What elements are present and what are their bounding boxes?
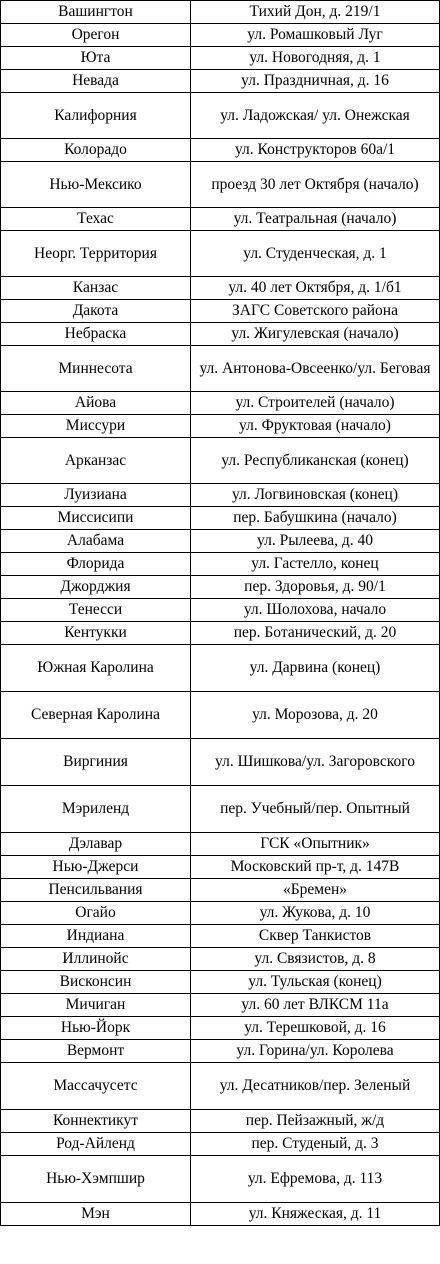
state-cell: Алабама: [1, 530, 191, 553]
location-cell: ул. Горина/ул. Королева: [191, 1040, 440, 1063]
state-cell: Северная Каролина: [1, 692, 191, 739]
table-row: [1, 692, 440, 739]
state-cell: Нью-Джерси: [1, 856, 191, 879]
table-row: [1, 323, 440, 346]
table-row: [1, 1, 440, 24]
state-cell: Джорджия: [1, 576, 191, 599]
location-cell: ул. Театральная (начало): [191, 208, 440, 231]
location-cell: пер. Здоровья, д. 90/1: [191, 576, 440, 599]
location-cell: ул. Гастелло, конец: [191, 553, 440, 576]
state-cell: Колорадо: [1, 139, 191, 162]
state-cell: Юта: [1, 47, 191, 70]
table-row: [1, 208, 440, 231]
state-cell: Мэн: [1, 1203, 191, 1226]
location-cell: пер. Пейзажный, ж/д: [191, 1110, 440, 1133]
state-cell: Коннектикут: [1, 1110, 191, 1133]
table-row: [1, 1017, 440, 1040]
table-row: [1, 162, 440, 208]
table-row: [1, 438, 440, 484]
location-cell: ул. Логвиновская (конец): [191, 484, 440, 507]
location-cell: Сквер Танкистов: [191, 925, 440, 948]
state-cell: Калифорния: [1, 93, 191, 139]
location-cell: ул. Республиканская (конец): [191, 438, 440, 484]
table-row: [1, 300, 440, 323]
table-row: [1, 70, 440, 93]
state-cell: Виргиния: [1, 739, 191, 786]
table-row: [1, 786, 440, 833]
location-cell: Московский пр-т, д. 147В: [191, 856, 440, 879]
table-row: [1, 93, 440, 139]
state-cell: Кентукки: [1, 622, 191, 645]
state-cell: Род-Айленд: [1, 1133, 191, 1156]
table-row: [1, 484, 440, 507]
state-cell: Орегон: [1, 24, 191, 47]
table-row: [1, 1040, 440, 1063]
location-cell: пер. Бабушкина (начало): [191, 507, 440, 530]
table-row: [1, 1110, 440, 1133]
state-cell: Иллинойс: [1, 948, 191, 971]
state-cell: Миссисипи: [1, 507, 191, 530]
location-cell: ул. Студенческая, д. 1: [191, 231, 440, 277]
state-cell: Арканзас: [1, 438, 191, 484]
location-cell: ул. Ромашковый Луг: [191, 24, 440, 47]
table-row: [1, 1156, 440, 1203]
state-cell: Южная Каролина: [1, 645, 191, 692]
location-cell: ул. 40 лет Октября, д. 1/б1: [191, 277, 440, 300]
location-cell: проезд 30 лет Октября (начало): [191, 162, 440, 208]
state-cell: Неорг. Территория: [1, 231, 191, 277]
states-table-body: [1, 1, 440, 1226]
table-row: [1, 392, 440, 415]
location-cell: ул. Праздничная, д. 16: [191, 70, 440, 93]
table-row: [1, 994, 440, 1017]
state-cell: Дакота: [1, 300, 191, 323]
table-row: [1, 599, 440, 622]
location-cell: ул. Тульская (конец): [191, 971, 440, 994]
table-row: [1, 576, 440, 599]
location-cell: ул. Жукова, д. 10: [191, 902, 440, 925]
table-row: [1, 346, 440, 392]
location-cell: ул. Конструкторов 60а/1: [191, 139, 440, 162]
location-cell: ул. Ладожская/ ул. Онежская: [191, 93, 440, 139]
state-cell: Нью-Йорк: [1, 1017, 191, 1040]
table-row: [1, 507, 440, 530]
location-cell: ул. Антонова-Овсеенко/ул. Беговая: [191, 346, 440, 392]
location-cell: ул. Ефремова, д. 113: [191, 1156, 440, 1203]
state-cell: Мэриленд: [1, 786, 191, 833]
location-cell: ул. Дарвина (конец): [191, 645, 440, 692]
location-cell: ул. Рылеева, д. 40: [191, 530, 440, 553]
state-cell: Миссури: [1, 415, 191, 438]
table-row: [1, 645, 440, 692]
state-cell: Массачусетс: [1, 1063, 191, 1110]
location-cell: «Бремен»: [191, 879, 440, 902]
state-cell: Айова: [1, 392, 191, 415]
state-cell: Мичиган: [1, 994, 191, 1017]
table-row: [1, 139, 440, 162]
state-cell: Нью-Мексико: [1, 162, 191, 208]
table-row: [1, 879, 440, 902]
state-cell: Невада: [1, 70, 191, 93]
state-cell: Небраска: [1, 323, 191, 346]
table-row: [1, 1133, 440, 1156]
state-cell: Канзас: [1, 277, 191, 300]
state-cell: Миннесота: [1, 346, 191, 392]
location-cell: ул. Новогодняя, д. 1: [191, 47, 440, 70]
table-row: [1, 1063, 440, 1110]
location-cell: ул. 60 лет ВЛКСМ 11а: [191, 994, 440, 1017]
table-row: [1, 971, 440, 994]
state-cell: Луизиана: [1, 484, 191, 507]
location-cell: ул. Шолохова, начало: [191, 599, 440, 622]
state-cell: Вашингтон: [1, 1, 191, 24]
location-cell: пер. Учебный/пер. Опытный: [191, 786, 440, 833]
location-cell: пер. Ботанический, д. 20: [191, 622, 440, 645]
location-cell: ул. Фруктовая (начало): [191, 415, 440, 438]
location-cell: ул. Жигулевская (начало): [191, 323, 440, 346]
table-row: [1, 833, 440, 856]
state-cell: Пенсильвания: [1, 879, 191, 902]
location-cell: ул. Княжеская, д. 11: [191, 1203, 440, 1226]
state-cell: Нью-Хэмпшир: [1, 1156, 191, 1203]
state-cell: Висконсин: [1, 971, 191, 994]
state-cell: Индиана: [1, 925, 191, 948]
table-row: [1, 530, 440, 553]
location-cell: ул. Шишкова/ул. Загоровского: [191, 739, 440, 786]
table-row: [1, 622, 440, 645]
table-row: [1, 948, 440, 971]
location-cell: ЗАГС Советского района: [191, 300, 440, 323]
table-row: [1, 553, 440, 576]
location-cell: ул. Десатников/пер. Зеленый: [191, 1063, 440, 1110]
table-row: [1, 24, 440, 47]
table-row: [1, 856, 440, 879]
state-cell: Дэлавар: [1, 833, 191, 856]
location-cell: ул. Морозова, д. 20: [191, 692, 440, 739]
location-cell: ГСК «Опытник»: [191, 833, 440, 856]
state-cell: Вермонт: [1, 1040, 191, 1063]
state-cell: Тенесси: [1, 599, 191, 622]
state-cell: Огайо: [1, 902, 191, 925]
table-row: [1, 925, 440, 948]
location-cell: пер. Студеный, д. 3: [191, 1133, 440, 1156]
table-row: [1, 902, 440, 925]
state-cell: Флорида: [1, 553, 191, 576]
location-cell: Тихий Дон, д. 219/1: [191, 1, 440, 24]
table-row: [1, 231, 440, 277]
location-cell: ул. Терешковой, д. 16: [191, 1017, 440, 1040]
table-row: [1, 277, 440, 300]
table-row: [1, 415, 440, 438]
table-row: [1, 47, 440, 70]
table-row: [1, 739, 440, 786]
table-row: [1, 1203, 440, 1226]
location-cell: ул. Связистов, д. 8: [191, 948, 440, 971]
location-cell: ул. Строителей (начало): [191, 392, 440, 415]
state-cell: Техас: [1, 208, 191, 231]
